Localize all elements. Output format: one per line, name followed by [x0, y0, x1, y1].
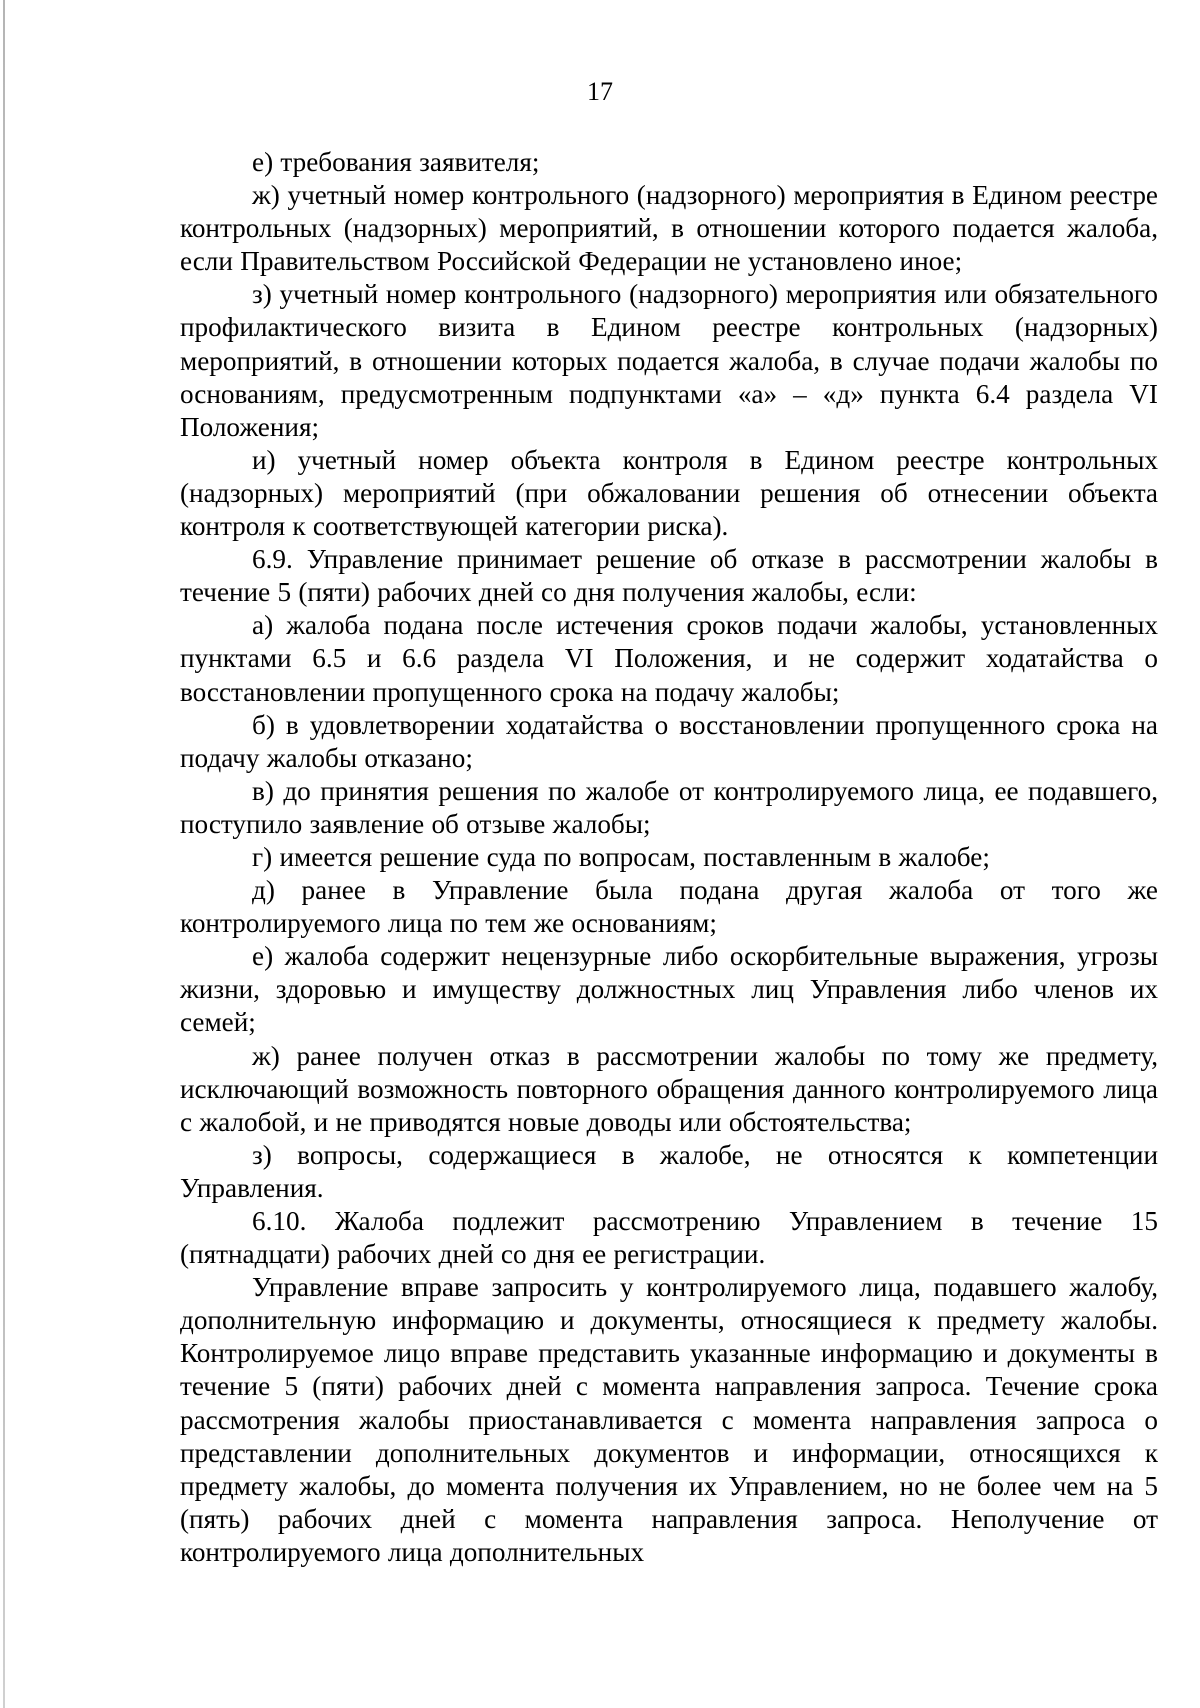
paragraph-e-requirements: е) требования заявителя; — [252, 147, 540, 177]
paragraph-i-object-number: и) учетный номер объекта контроля в Едином реестре контрольных (надзорных) мероприятий (при обжаловании решения об отнесении объекта контроля к соответствующей категории риска). — [180, 444, 1158, 542]
scan-edge — [3, 0, 5, 1708]
paragraph-6-9-refusal: 6.9. Управление принимает решение об отказе в рассмотрении жалобы в течение 5 (пяти) рабочих дней со дня получения жалобы, если: — [180, 544, 1158, 608]
paragraph-zh-account-number: ж) учетный номер контрольного (надзорного) мероприятия в Едином реестре контрольных (надзорных) мероприятий, в отношении которого подается жалоба, если Правительством Российской Федерации не установлено иное; — [180, 180, 1158, 277]
paragraph-d-duplicate: д) ранее в Управление была подана другая жалоба от того же контролируемого лица по тем же основаниям; — [180, 875, 1158, 939]
paragraph-6-10-review-term: 6.10. Жалоба подлежит рассмотрению Управлением в течение 15 (пятнадцати) рабочих дней со дня ее регистрации. — [180, 1206, 1158, 1270]
paragraph-e-offensive: е) жалоба содержит нецензурные либо оскорбительные выражения, угрозы жизни, здоровью и имуществу должностных лиц Управления либо членов их семей; — [180, 941, 1158, 1038]
document-body — [180, 146, 1158, 1569]
paragraph-a-deadline: а) жалоба подана после истечения сроков подачи жалобы, установленных пунктами 6.5 и 6.6 раздела VI Положения, и не содержит ходатайства о восстановлении пропущенного срока на подачу жалобы; — [180, 610, 1158, 707]
page-number: 17 — [587, 77, 613, 106]
paragraph-g-court-decision: г) имеется решение суда по вопросам, поставленным в жалобе; — [252, 841, 990, 872]
paragraph-zh-repeat-refusal: ж) ранее получен отказ в рассмотрении жалобы по тому же предмету, исключающий возможность повторного обращения данного контролируемого лица с жалобой, и не приводятся новые доводы или обстоятельства; — [180, 1040, 1158, 1137]
paragraph-z-account-number-visit: з) учетный номер контрольного (надзорного) мероприятия или обязательного профилактического визита в Едином реестре контрольных (надзорных) мероприятий, в отношении которых подается жалоба, в случае подачи жалобы по основаниям, предусмотренным подпунктами «а» – «д» пункта 6.4 раздела VI Положения; — [180, 279, 1158, 442]
paragraph-z-competence: з) вопросы, содержащиеся в жалобе, не относятся к компетенции Управления. — [180, 1139, 1158, 1203]
paragraph-v-withdrawal: в) до принятия решения по жалобе от контролируемого лица, ее подавшего, поступило заявление об отзыве жалобы; — [180, 775, 1158, 839]
paragraph-additional-info: Управление вправе запросить у контролируемого лица, подавшего жалобу, дополнительную информацию и документы, относящиеся к предмету жалобы. Контролируемое лицо вправе представить указанные информацию и документы в течение 5 (пяти) рабочих дней с момента направления запроса. Течение срока рассмотрения жалобы приостанавливается с момента направления запроса о представлении дополнительных документов и информации, относящихся к предмету жалобы, до момента получения их Управлением, но не более чем на 5 (пять) рабочих дней с момента направления запроса. Неполучение от контролируемого лица дополнительных — [180, 1272, 1158, 1567]
paragraph-b-petition-denied: б) в удовлетворении ходатайства о восстановлении пропущенного срока на подачу жалобы отказано; — [180, 709, 1158, 773]
